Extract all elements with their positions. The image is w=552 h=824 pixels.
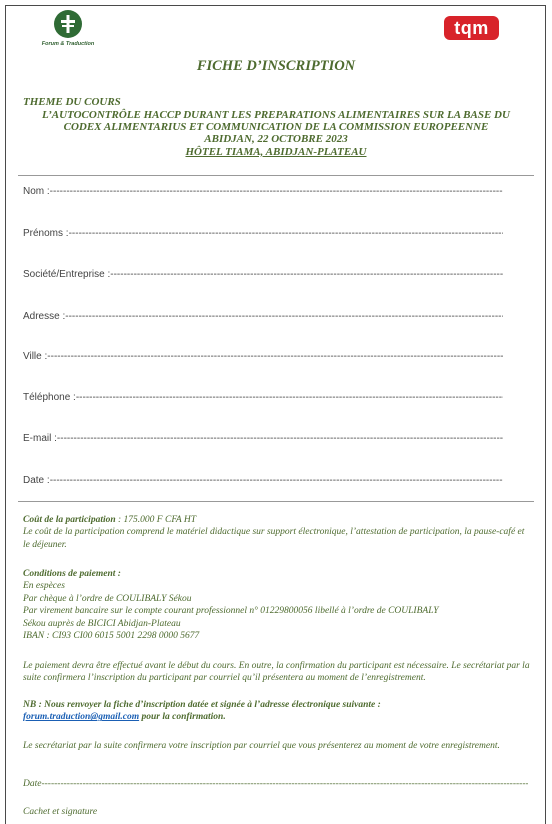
cost-value: : 175.000 F CFA HT — [115, 515, 197, 525]
email-field[interactable] — [23, 433, 503, 444]
payment-transfer: Par virement bancaire sur le compte courant professionnel n° 01229800056 libellé à l’ordre de COULIBALY — [23, 606, 439, 617]
cross-emblem-icon — [54, 10, 82, 38]
nb-after: pour la confirmation. — [139, 712, 226, 723]
email-link[interactable]: forum.traduction@gmail.com — [23, 712, 140, 723]
theme-label: THEME DU COURS — [23, 96, 121, 108]
payment-bank: Sékou auprès de BICICI Abidjan-Plateau — [23, 618, 181, 629]
cost-label: Coût de la participation — [23, 515, 116, 525]
fill-line — [57, 433, 503, 444]
address-field[interactable] — [23, 311, 503, 322]
date-field[interactable] — [23, 475, 503, 486]
payment-cash: En espèces — [23, 581, 65, 592]
payment-notice: Le paiement devra être effectué avant le début du cours. En outre, la confirmation du participant est nécessaire. Le secrétariat par la suite confirmera l’inscription du participant par courriel qu’il présentera au moment de l’enregistrement. — [23, 661, 530, 684]
fill-line — [76, 392, 503, 403]
forum-traduction-logo — [33, 10, 103, 47]
page-title: FICHE D’INSCRIPTION — [196, 58, 356, 74]
city-field[interactable] — [23, 351, 503, 362]
nb-text: NB : Nous renvoyer la fiche d’inscription datée et signée à l’adresse électronique suivante : — [23, 700, 381, 710]
cost-description: Le coût de la participation comprend le matériel didactique sur support électronique, l’attestation de participation, la pause-café et le déjeuner. — [23, 527, 525, 550]
theme-line-2: CODEX ALIMENTARIUS ET COMMUNICATION DE LA COMMISSION EUROPEENNE — [63, 121, 489, 134]
name-field[interactable] — [23, 186, 503, 197]
fill-line — [110, 269, 503, 280]
payment-iban: IBAN : CI93 CI00 6015 5001 2298 0000 5677 — [23, 631, 200, 642]
course-theme — [20, 109, 532, 158]
company-field[interactable] — [23, 269, 503, 280]
fill-line — [41, 779, 528, 789]
divider — [18, 501, 534, 502]
phone-field[interactable] — [23, 392, 503, 403]
theme-line-1: L’AUTOCONTRÔLE HACCP DURANT LES PREPARATIONS ALIMENTAIRES SUR LA BASE DU — [42, 109, 510, 121]
secretariat-note: Le secrétariat par la suite confirmera votre inscription par courriel que vous présenterez au moment de votre enregistrement. — [23, 741, 500, 751]
field-label: E-mail : — [23, 433, 57, 444]
nb-section — [23, 699, 533, 724]
fill-line — [50, 186, 503, 197]
logo-caption: Forum & Traduction — [41, 41, 95, 47]
fill-line — [65, 311, 503, 322]
theme-line-3: ABIDJAN, 22 OCTOBRE 2023 — [204, 133, 348, 146]
field-label: Adresse : — [23, 311, 66, 322]
payment-label: Conditions de paiement : — [23, 569, 121, 579]
cost-section — [23, 514, 533, 551]
fill-line — [47, 351, 503, 362]
field-label: Téléphone : — [23, 392, 76, 403]
theme-line-4: HÔTEL TIAMA, ABIDJAN-PLATEAU — [185, 145, 367, 158]
signature-label: Cachet et signature — [23, 807, 98, 817]
fill-line — [69, 228, 503, 239]
firstname-field[interactable] — [23, 228, 503, 239]
field-label: Date : — [23, 475, 50, 486]
field-label: Ville : — [23, 351, 48, 362]
tqm-logo: tqm — [444, 16, 499, 40]
date-label: Date — [23, 779, 42, 789]
payment-section — [23, 568, 533, 642]
fill-line — [50, 475, 503, 486]
field-label: Société/Entreprise : — [23, 269, 111, 280]
payment-cheque: Par chèque à l’ordre de COULIBALY Sékou — [23, 593, 192, 604]
signature-date-field[interactable] — [23, 779, 528, 789]
field-label: Nom : — [23, 186, 50, 197]
divider — [18, 175, 534, 176]
field-label: Prénoms : — [23, 228, 69, 239]
